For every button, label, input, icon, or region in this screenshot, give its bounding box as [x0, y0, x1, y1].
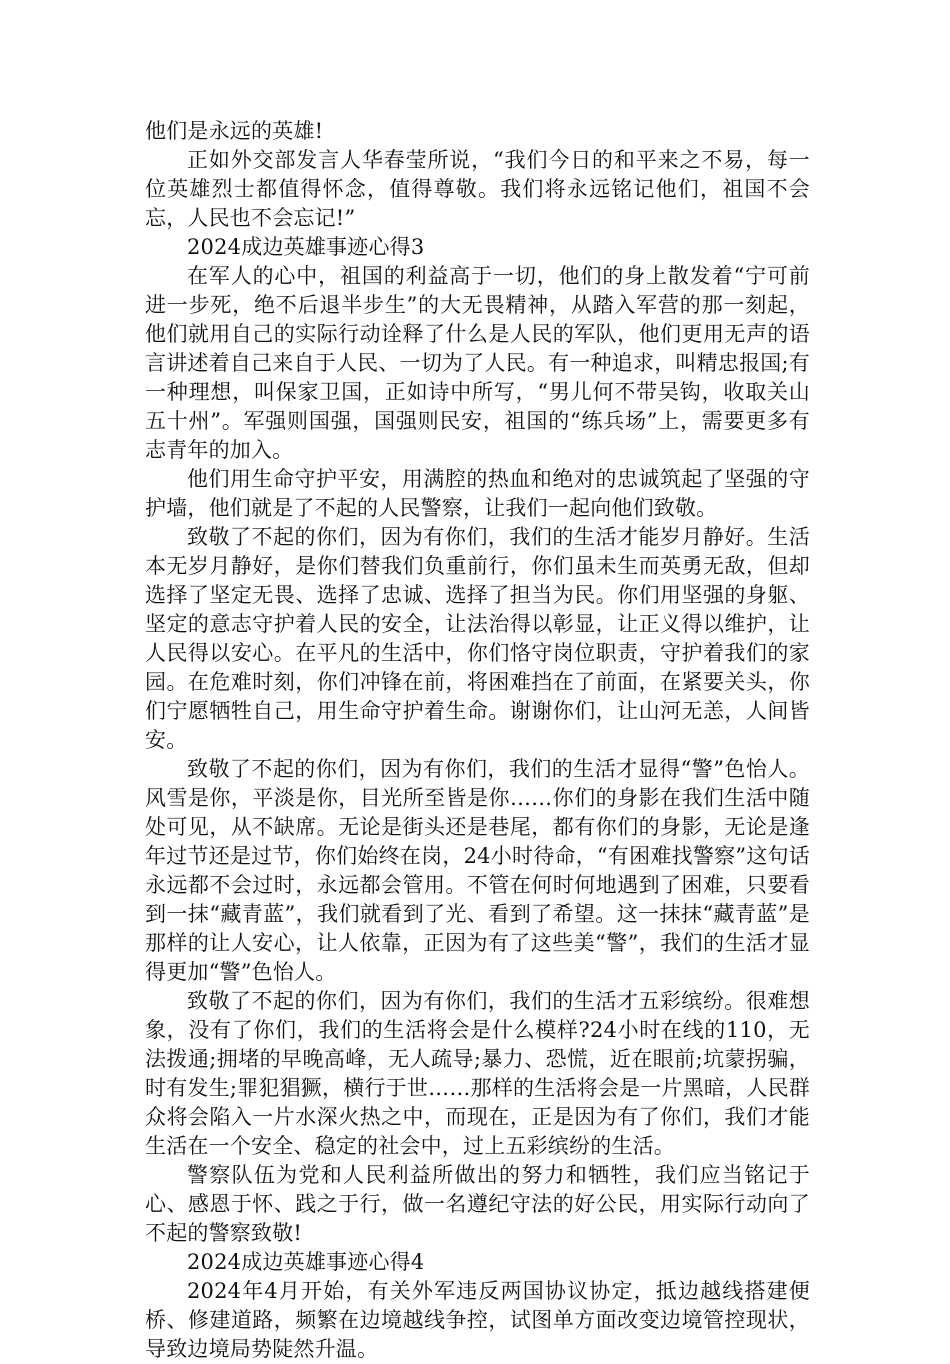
paragraph-quote: 正如外交部发言人华春莹所说，“我们今日的和平来之不易，每一位英雄烈士都值得怀念，值得尊敬。我们将永远铭记他们，祖国不会忘，人民也不会忘记!”	[145, 148, 810, 230]
paragraph-tribute-presence: 致敬了不起的你们，因为有你们，我们的生活才显得“警”色怡人。风雪是你，平淡是你，目光所至皆是你……你们的身影在我们生活中随处可见，从不缺席。无论是街头还是巷尾，都有你们的身影，无论是逢年过节还是过节，你们始终在岗，24小时待命，“有困难找警察”这句话永远都不会过时，永远都会管用。不管在何时何地遇到了困难，只要看到一抹“藏青蓝”，我们就看到了光、看到了希望。这一抹抹“藏青蓝”是那样的让人安心，让人依靠，正因为有了这些美“警”，我们的生活才显得更加“警”色怡人。	[145, 757, 810, 984]
paragraph-conclusion: 警察队伍为党和人民利益所做出的努力和牺牲，我们应当铭记于心、感恩于怀、践之于行，做一名遵纪守法的好公民，用实际行动向了不起的警察致敬!	[145, 1163, 810, 1245]
document-body	[145, 117, 810, 1364]
section-heading-3: 2024成边英雄事迹心得3	[187, 235, 425, 259]
paragraph-tribute-colorful: 致敬了不起的你们，因为有你们，我们的生活才五彩缤纷。很难想象，没有了你们，我们的生活将会是什么模样?24小时在线的110，无法拨通;拥堵的早晚高峰，无人疏导;暴力、恐慌，近在眼前;坑蒙拐骗，时有发生;罪犯猖獗，横行于世……那样的生活将会是一片黑暗，人民群众将会陷入一片水深火热之中，而现在，正是因为有了你们，我们才能生活在一个安全、稳定的社会中，过上五彩缤纷的生活。	[145, 989, 810, 1158]
paragraph-closing-line: 他们是永远的英雄!	[145, 119, 324, 143]
section-heading-4: 2024成边英雄事迹心得4	[187, 1250, 425, 1274]
paragraph-border-situation: 2024年4月开始，有关外军违反两国协议协定，抵边越线搭建便桥、修建道路，频繁在边境越线争控，试图单方面改变边境管控现状，导致边境局势陡然升温。	[145, 1279, 810, 1361]
paragraph-soldiers: 在军人的心中，祖国的利益高于一切，他们的身上散发着“宁可前进一步死，绝不后退半步生”的大无畏精神，从踏入军营的那一刻起，他们就用自己的实际行动诠释了什么是人民的军队，他们更用无声的语言讲述着自己来自于人民、一切为了人民。有一种追求，叫精忠报国;有一种理想，叫保家卫国，正如诗中所写，“男儿何不带吴钩，收取关山五十州”。军强则国强，国强则民安，祖国的“练兵场”上，需要更多有志青年的加入。	[145, 264, 810, 462]
paragraph-tribute-peace: 致敬了不起的你们，因为有你们，我们的生活才能岁月静好。生活本无岁月静好，是你们替我们负重前行，你们虽未生而英勇无敌，但却选择了坚定无畏、选择了忠诚、选择了担当为民。你们用坚强的身躯、坚定的意志守护着人民的安全，让法治得以彰显，让正义得以维护，让人民得以安心。在平凡的生活中，你们恪守岗位职责，守护着我们的家园。在危难时刻，你们冲锋在前，将困难挡在了前面，在紧要关头，你们宁愿牺牲自己，用生命守护着生命。谢谢你们，让山河无恙，人间皆安。	[145, 525, 810, 752]
paragraph-police-intro: 他们用生命守护平安，用满腔的热血和绝对的忠诚筑起了坚强的守护墙，他们就是了不起的人民警察，让我们一起向他们致敬。	[145, 467, 810, 520]
